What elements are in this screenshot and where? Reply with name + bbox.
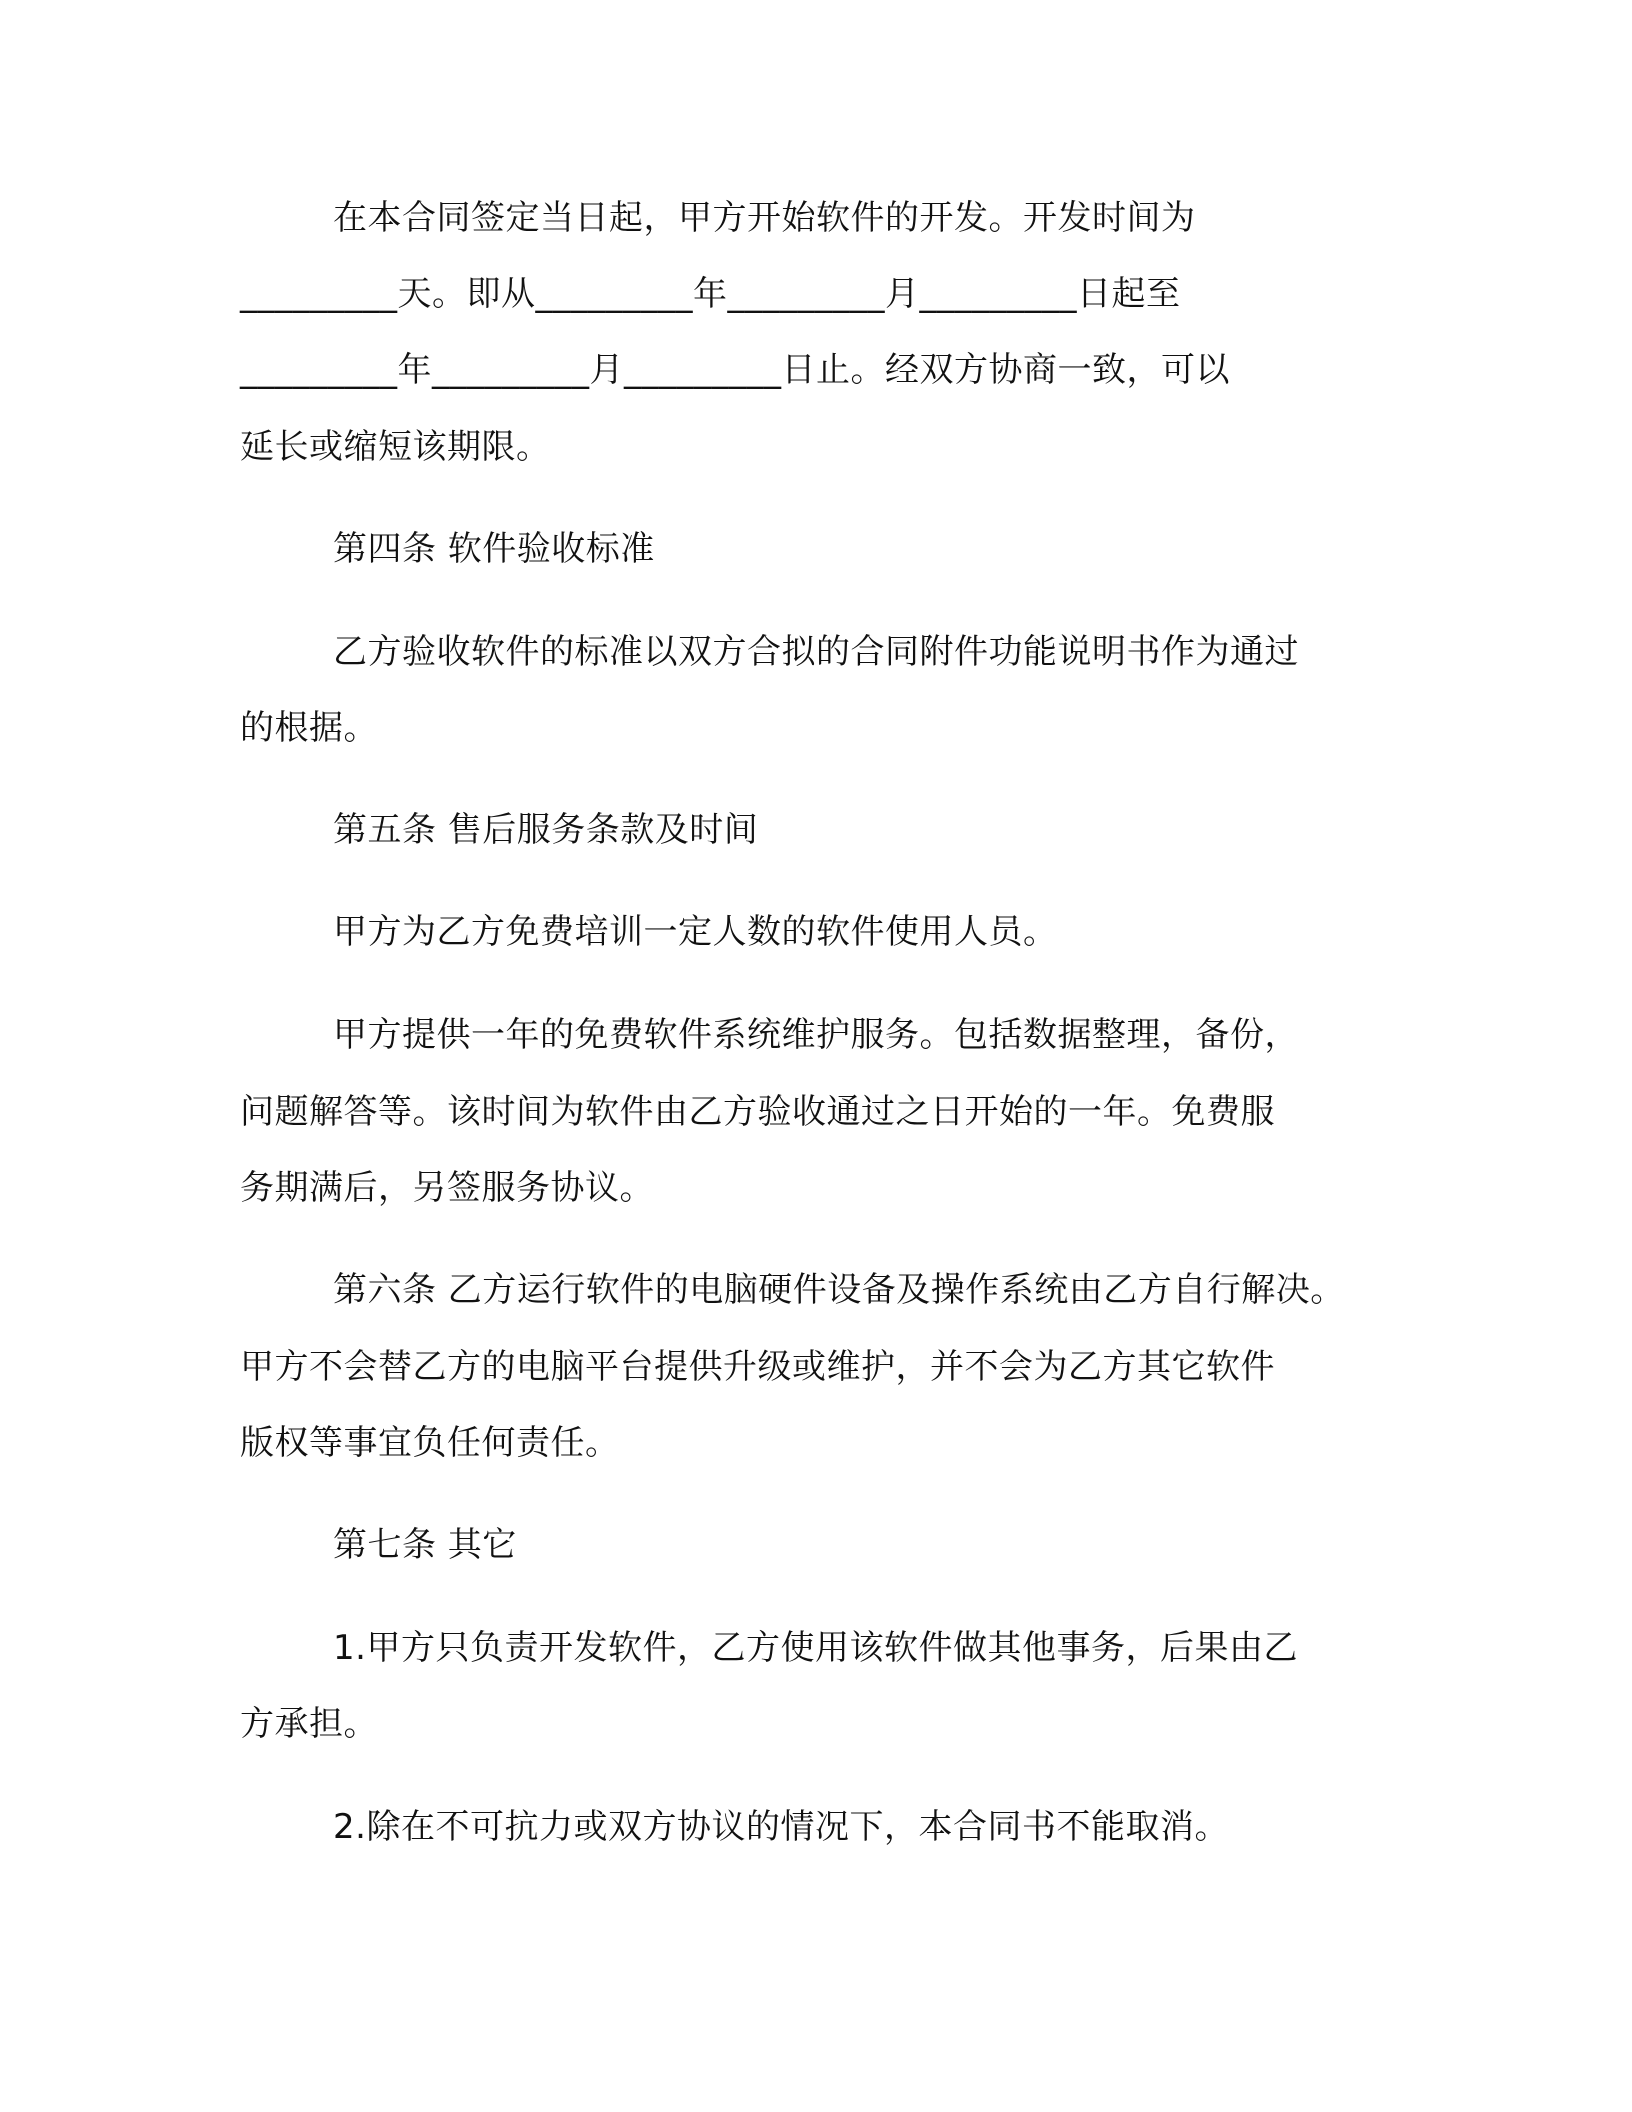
paragraph-line: _________年_________月_________日止。经双方协商一致，可以 xyxy=(240,350,1230,390)
paragraph-line: 问题解答等。该时间为软件由乙方验收通过之日开始的一年。免费服 xyxy=(240,1092,1275,1132)
section-heading: 第四条 软件验收标准 xyxy=(333,529,655,569)
paragraph-line: 延长或缩短该期限。 xyxy=(240,427,551,467)
paragraph-line: 版权等事宜负任何责任。 xyxy=(240,1423,620,1463)
section-heading: 第六条 乙方运行软件的电脑硬件设备及操作系统由乙方自行解决。 xyxy=(333,1270,1345,1310)
paragraph-line: 甲方不会替乙方的电脑平台提供升级或维护，并不会为乙方其它软件 xyxy=(240,1347,1275,1387)
section-heading: 第五条 售后服务条款及时间 xyxy=(333,810,759,850)
paragraph-line: 的根据。 xyxy=(240,708,378,748)
paragraph-line: 乙方验收软件的标准以双方合拟的合同附件功能说明书作为通过 xyxy=(333,632,1299,672)
paragraph-line: 2.除在不可抗力或双方协议的情况下，本合同书不能取消。 xyxy=(333,1807,1229,1847)
paragraph-line: 务期满后，另签服务协议。 xyxy=(240,1168,654,1208)
paragraph-line: 甲方为乙方免费培训一定人数的软件使用人员。 xyxy=(333,912,1058,952)
section-heading: 第七条 其它 xyxy=(333,1525,517,1565)
paragraph-line: 1.甲方只负责开发软件，乙方使用该软件做其他事务，后果由乙 xyxy=(333,1628,1298,1668)
paragraph-line: _________天。即从_________年_________月_________日起至 xyxy=(240,274,1181,314)
paragraph-line: 方承担。 xyxy=(240,1704,378,1744)
paragraph-line: 甲方提供一年的免费软件系统维护服务。包括数据整理，备份， xyxy=(333,1015,1299,1055)
paragraph-line: 在本合同签定当日起，甲方开始软件的开发。开发时间为 xyxy=(333,198,1196,238)
